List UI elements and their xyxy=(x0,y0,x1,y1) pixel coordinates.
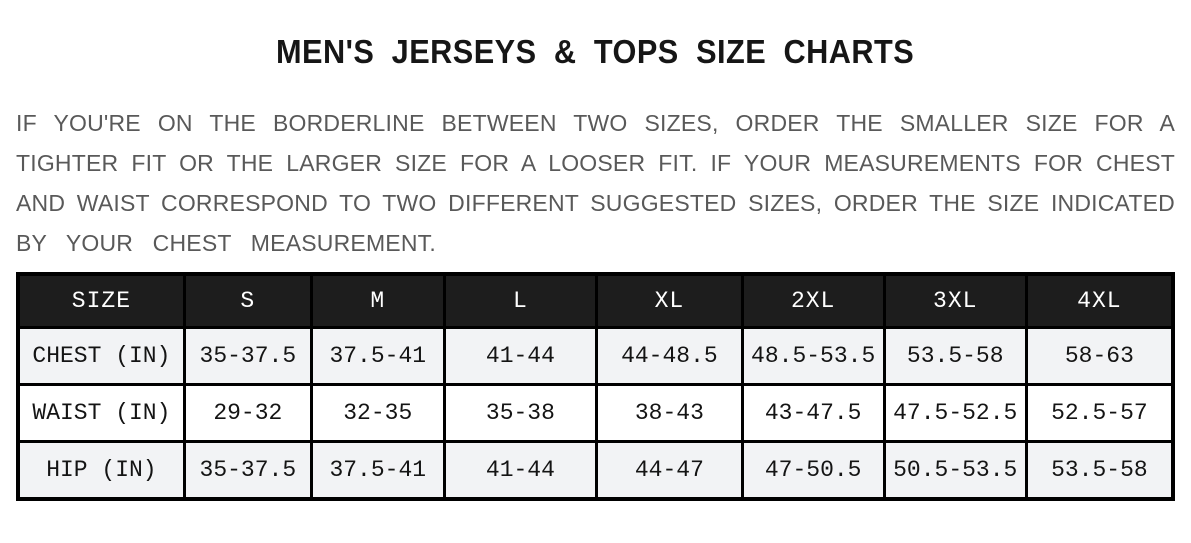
row-label-waist: WAIST (IN) xyxy=(18,385,184,442)
page-title-text: MEN'S JERSEYS & TOPS SIZE CHARTS xyxy=(276,33,915,70)
size-value: 32-35 xyxy=(311,385,444,442)
column-header-2xl: 2XL xyxy=(742,274,884,328)
size-value: 58-63 xyxy=(1026,328,1173,385)
size-value: 35-37.5 xyxy=(184,442,311,500)
size-value: 53.5-58 xyxy=(884,328,1026,385)
table-row-hip xyxy=(18,442,1173,500)
column-header-3xl: 3XL xyxy=(884,274,1026,328)
size-chart-table xyxy=(16,272,1175,501)
intro-paragraph xyxy=(16,103,1175,263)
size-value: 29-32 xyxy=(184,385,311,442)
size-value: 35-38 xyxy=(444,385,596,442)
row-label-chest: CHEST (IN) xyxy=(18,328,184,385)
size-value: 53.5-58 xyxy=(1026,442,1173,500)
size-value: 37.5-41 xyxy=(311,442,444,500)
size-value: 41-44 xyxy=(444,328,596,385)
table-row-waist xyxy=(18,385,1173,442)
size-value: 38-43 xyxy=(597,385,743,442)
row-label-hip: HIP (IN) xyxy=(18,442,184,500)
size-value: 52.5-57 xyxy=(1026,385,1173,442)
column-header-s: S xyxy=(184,274,311,328)
column-header-xl: XL xyxy=(597,274,743,328)
table-header-row xyxy=(18,274,1173,328)
size-value: 37.5-41 xyxy=(311,328,444,385)
page-title xyxy=(16,33,1175,77)
size-value: 35-37.5 xyxy=(184,328,311,385)
intro-line: TIGHTER FIT OR THE LARGER SIZE FOR A LOOSER FIT. IF YOUR MEASUREMENTS FOR CHEST xyxy=(16,150,1175,176)
size-value: 47-50.5 xyxy=(742,442,884,500)
intro-line: BY YOUR CHEST MEASUREMENT. xyxy=(16,230,436,256)
intro-line: IF YOU'RE ON THE BORDERLINE BETWEEN TWO SIZES, ORDER THE SMALLER SIZE FOR A xyxy=(16,110,1175,136)
size-value: 41-44 xyxy=(444,442,596,500)
column-header-m: M xyxy=(311,274,444,328)
intro-line: AND WAIST CORRESPOND TO TWO DIFFERENT SUGGESTED SIZES, ORDER THE SIZE INDICATED xyxy=(16,190,1175,216)
size-value: 48.5-53.5 xyxy=(742,328,884,385)
size-value: 44-48.5 xyxy=(597,328,743,385)
size-chart-page xyxy=(0,33,1191,501)
size-value: 43-47.5 xyxy=(742,385,884,442)
size-value: 47.5-52.5 xyxy=(884,385,1026,442)
size-value: 44-47 xyxy=(597,442,743,500)
column-header-4xl: 4XL xyxy=(1026,274,1173,328)
table-row-chest xyxy=(18,328,1173,385)
column-header-size: SIZE xyxy=(18,274,184,328)
column-header-l: L xyxy=(444,274,596,328)
size-value: 50.5-53.5 xyxy=(884,442,1026,500)
